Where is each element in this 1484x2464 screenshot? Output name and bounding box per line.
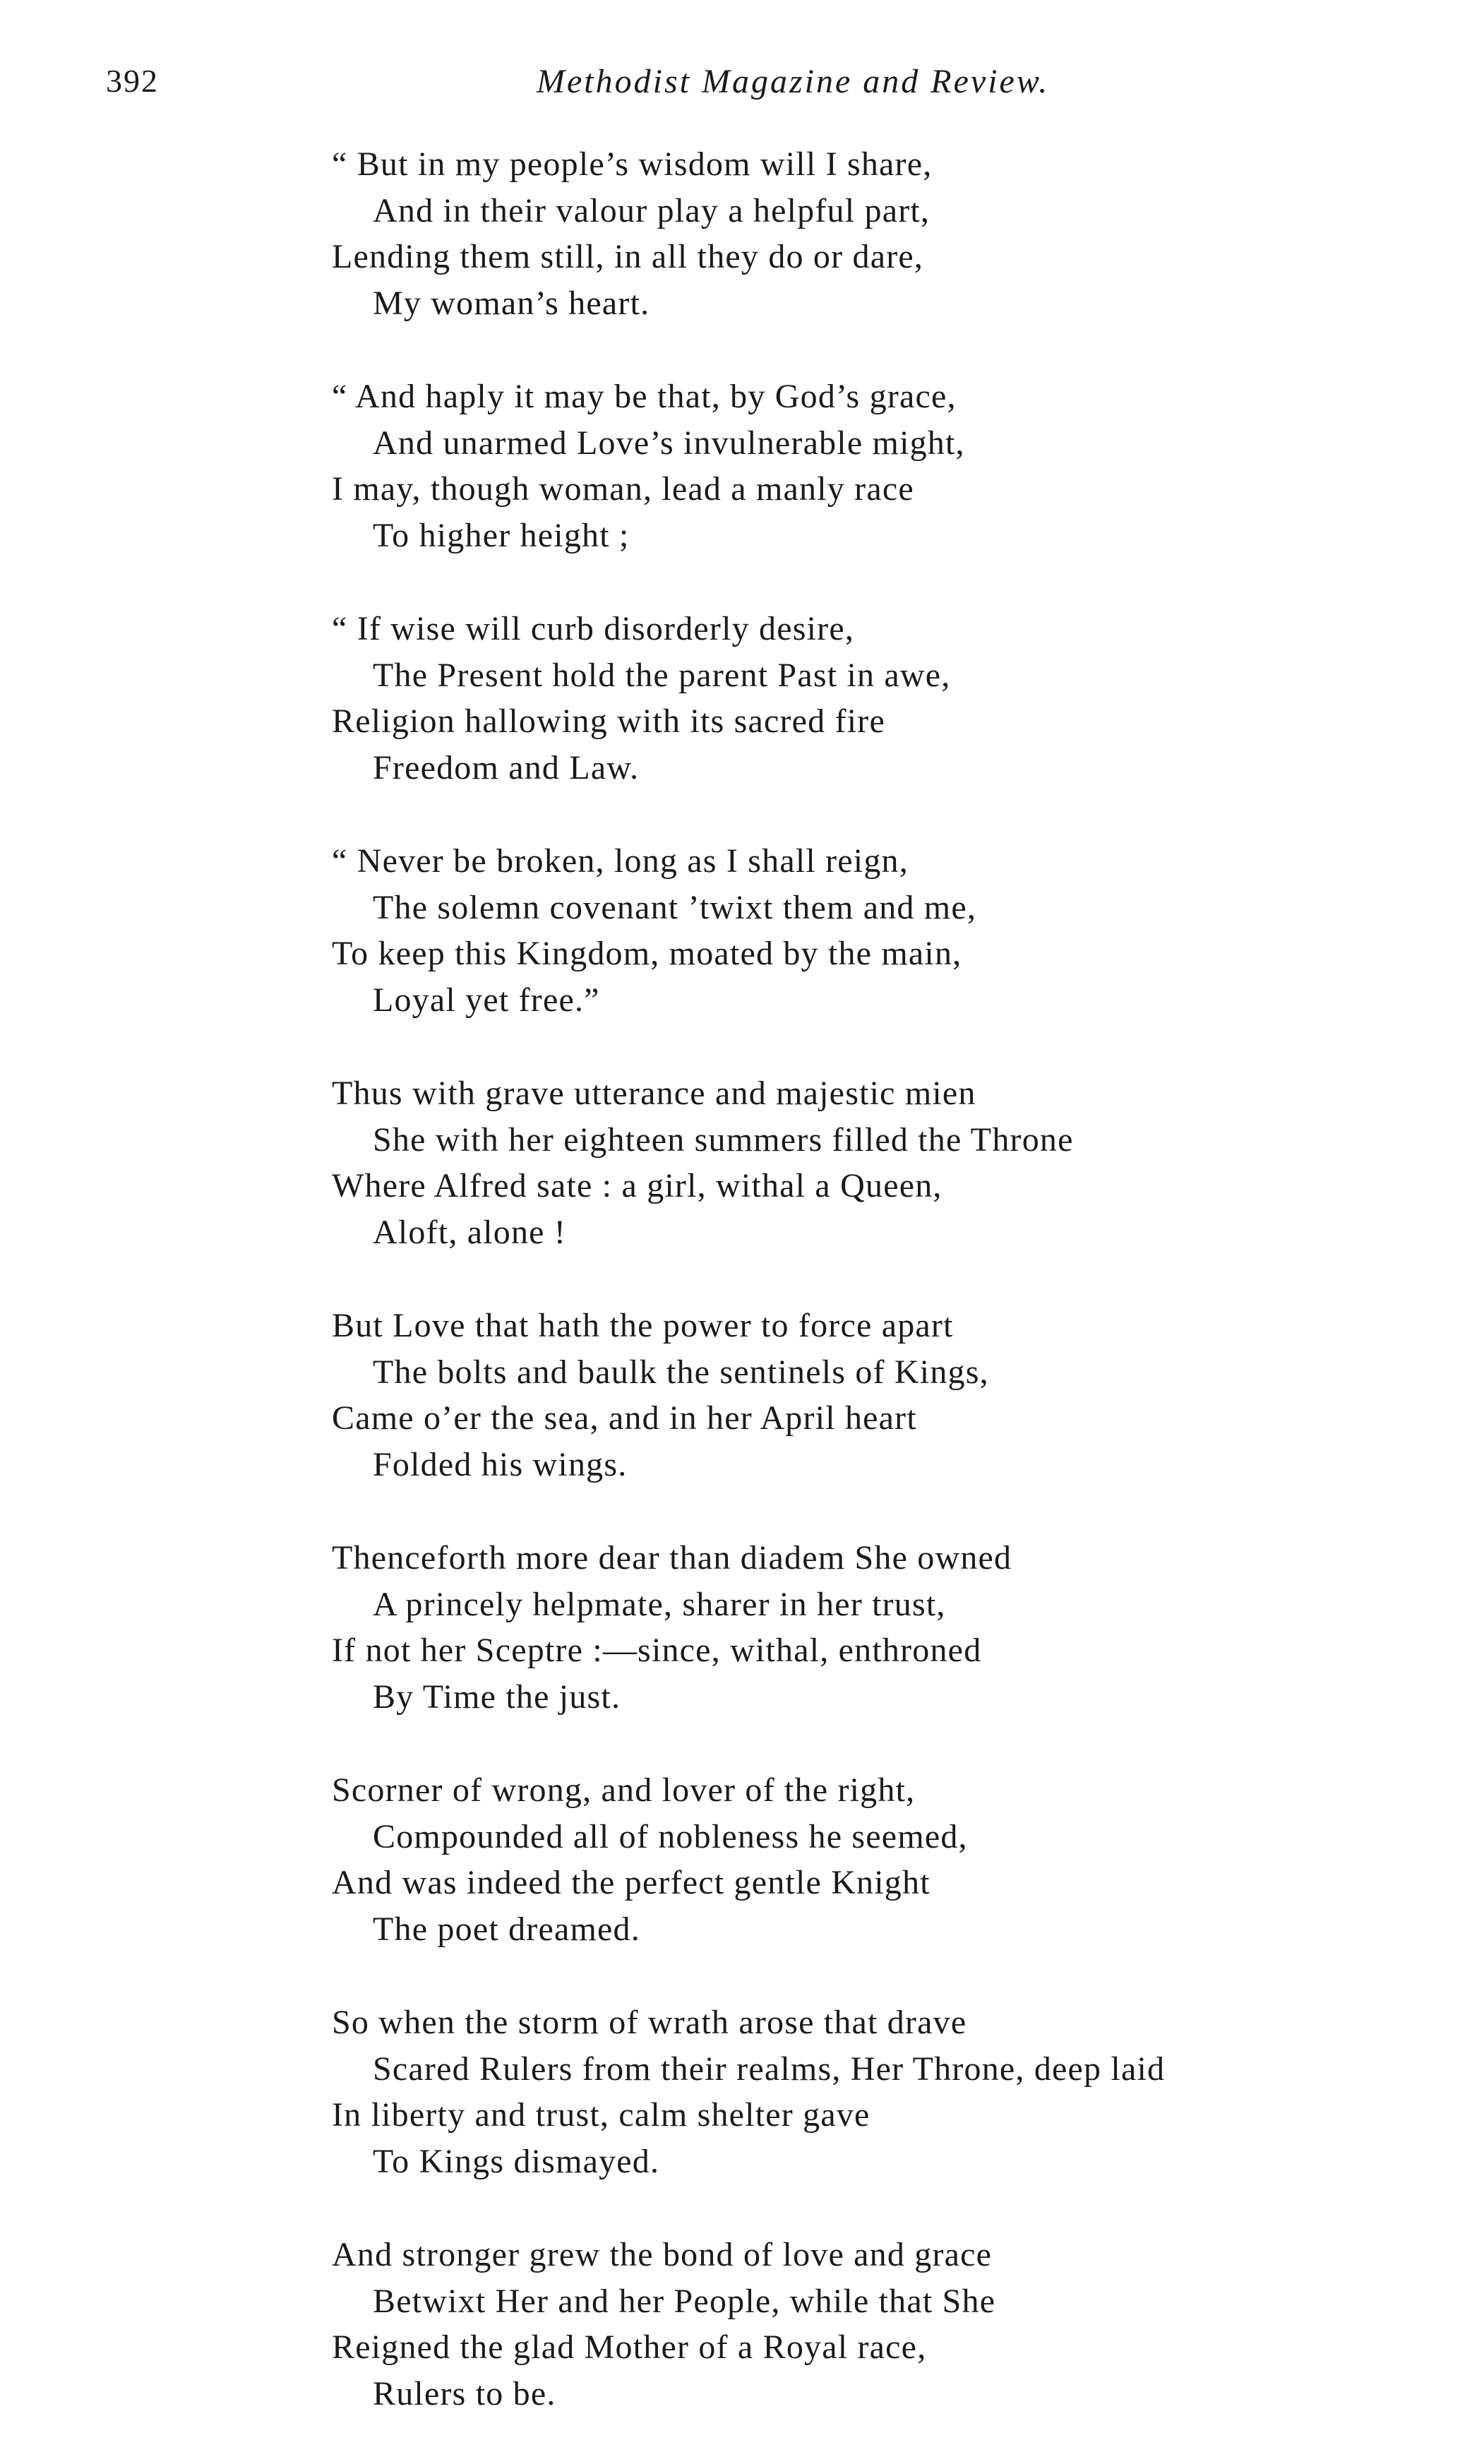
verse-line: Folded his wings.: [373, 1445, 628, 1483]
verse-line: And in their valour play a helpful part,: [373, 191, 931, 229]
verse-line: And was indeed the perfect gentle Knight: [332, 1864, 931, 1901]
verse-line: “ If wise will curb disorderly desire,: [332, 610, 855, 647]
page-number: 392: [106, 63, 159, 99]
verse-line: The solemn covenant ’twixt them and me,: [373, 888, 977, 926]
verse-line: Loyal yet free.”: [373, 981, 600, 1019]
verse-line: Thus with grave utterance and majestic mien: [332, 1075, 976, 1112]
verse-line: And stronger grew the bond of love and grace: [332, 2236, 993, 2273]
verse-line: She with her eighteen summers filled the Throne: [373, 1120, 1074, 1159]
verse-line: Where Alfred sate : a girl, withal a Queen,: [332, 1167, 943, 1204]
poem: [332, 141, 1433, 2464]
stanza: [332, 1070, 1433, 1255]
verse-line: Religion hallowing with its sacred fire: [332, 702, 885, 740]
stanza: [332, 373, 1433, 558]
verse-line: Rulers to be.: [373, 2374, 556, 2412]
verse-line: If not her Sceptre :—since, withal, enthroned: [332, 1632, 982, 1669]
verse-line: Scorner of wrong, and lover of the right,: [332, 1771, 916, 1809]
verse-line: Compounded all of nobleness he seemed,: [373, 1817, 968, 1855]
verse-line: Aloft, alone !: [373, 1213, 567, 1251]
verse-line: Scared Rulers from their realms, Her Throne, deep laid: [373, 2050, 1166, 2088]
stanza: [332, 838, 1433, 1023]
verse-line: To higher height ;: [373, 516, 630, 554]
verse-line: Came o’er the sea, and in her April heart: [332, 1399, 917, 1437]
verse-line: A princely helpmate, sharer in her trust,: [373, 1585, 946, 1623]
stanza: [332, 1767, 1433, 1952]
verse-line: The bolts and baulk the sentinels of Kings,: [373, 1353, 989, 1391]
stanza: [332, 1303, 1433, 1488]
running-title: Methodist Magazine and Review.: [537, 63, 1050, 100]
stanza: [332, 141, 1433, 326]
verse-line: Betwixt Her and her People, while that She: [373, 2282, 996, 2320]
verse-line: So when the storm of wrath arose that drave: [332, 2004, 967, 2041]
verse-line: To Kings dismayed.: [373, 2142, 660, 2180]
verse-line: But Love that hath the power to force apart: [332, 1307, 954, 1344]
stanza: [332, 606, 1433, 791]
verse-line: My woman’s heart.: [373, 284, 650, 322]
verse-line: “ And haply it may be that, by God’s grace,: [332, 378, 957, 415]
verse-line: “ But in my people’s wisdom will I share,: [332, 145, 933, 183]
page-header: [106, 62, 1320, 112]
verse-line: The Present hold the parent Past in awe,: [373, 656, 951, 694]
verse-line: By Time the just.: [373, 1677, 621, 1716]
verse-line: The poet dreamed.: [373, 1910, 640, 1948]
verse-line: To keep this Kingdom, moated by the main,: [332, 935, 962, 972]
stanza: [332, 2232, 1433, 2417]
verse-line: Thenceforth more dear than diadem She owned: [332, 1539, 1012, 1577]
verse-line: Lending them still, in all they do or dare,: [332, 238, 924, 275]
verse-line: Freedom and Law.: [373, 748, 640, 787]
stanza: [332, 1999, 1433, 2184]
verse-line: Reigned the glad Mother of a Royal race,: [332, 2328, 927, 2366]
verse-line: I may, though woman, lead a manly race: [332, 470, 914, 508]
verse-line: “ Never be broken, long as I shall reign,: [332, 842, 909, 880]
stanza: [332, 1535, 1433, 1720]
verse-line: And unarmed Love’s invulnerable might,: [373, 424, 965, 462]
verse-line: In liberty and trust, calm shelter gave: [332, 2096, 870, 2134]
